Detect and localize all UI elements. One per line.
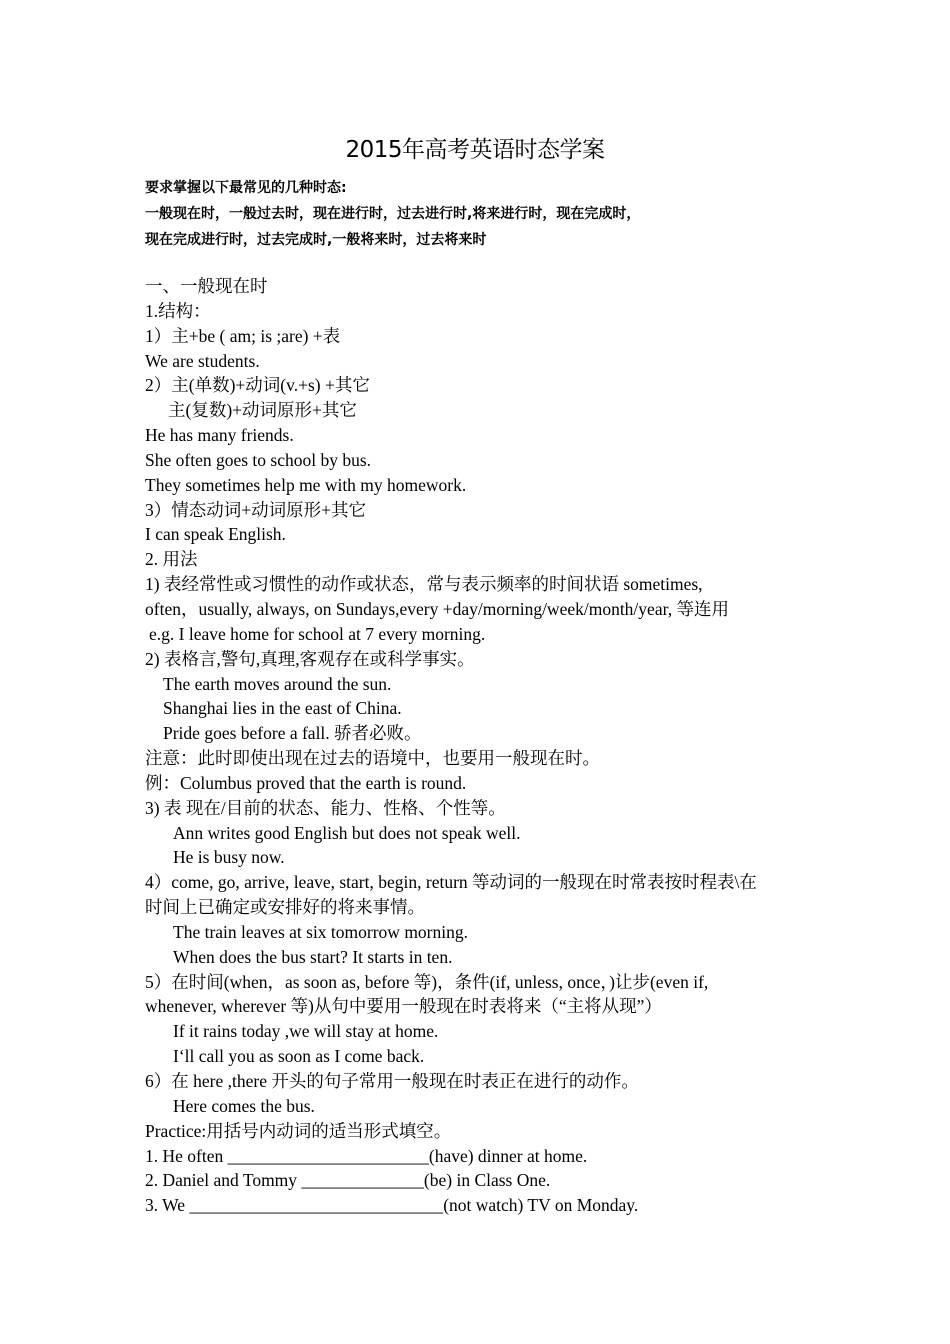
- structure-rule-2a: 2）主(单数)+动词(v.+s) +其它: [145, 375, 370, 396]
- note: 注意：此时即使出现在过去的语境中，也要用一般现在时。: [145, 748, 600, 769]
- practice-heading: Practice:用括号内动词的适当形式填空。: [145, 1120, 452, 1141]
- structure-rule-2b: 主(复数)+动词原形+其它: [168, 400, 357, 421]
- example-sentence: He has many friends.: [145, 425, 294, 446]
- usage-3: 3) 表 现在/目前的状态、能力、性格、个性等。: [145, 797, 506, 818]
- example-sentence: We are students.: [145, 350, 260, 371]
- example-sentence: Pride goes before a fall. 骄者必败。: [163, 723, 422, 744]
- example-sentence: I‘ll call you as soon as I come back.: [173, 1046, 425, 1067]
- structure-heading: 1.结构：: [145, 300, 211, 321]
- example-sentence: He is busy now.: [173, 847, 285, 868]
- example-sentence: Here comes the bus.: [173, 1095, 315, 1116]
- example-sentence: Ann writes good English but does not speak well.: [173, 822, 521, 843]
- usage-6: 6）在 here ,there 开头的句子常用一般现在时表正在进行的动作。: [145, 1071, 639, 1091]
- example-sentence: The earth moves around the sun.: [163, 673, 392, 694]
- usage-1-line-2: often，usually, always, on Sundays,every +day/morning/week/month/year, 等连用: [145, 598, 729, 619]
- example-sentence: If it rains today ,we will stay at home.: [173, 1021, 439, 1042]
- note-example: 例：Columbus proved that the earth is round.: [145, 772, 467, 793]
- practice-item-3: 3. We _____________________________(not watch) TV on Monday.: [145, 1195, 639, 1216]
- usage-5-line-1: 5）在时间(when，as soon as, before 等)，条件(if, unless, once，)让步(even if,: [145, 971, 709, 992]
- example-sentence: They sometimes help me with my homework.: [145, 474, 467, 495]
- section-present-simple: [145, 274, 825, 1218]
- structure-rule-3: 3）情态动词+动词原形+其它: [145, 499, 366, 520]
- example-sentence: Shanghai lies in the east of China.: [163, 698, 402, 719]
- practice-item-2: 2. Daniel and Tommy ______________(be) in Class One.: [145, 1170, 551, 1191]
- requirement-heading: 要求掌握以下最常见的几种时态:: [145, 180, 347, 196]
- section-heading: 一、一般现在时: [145, 276, 268, 296]
- example-sentence: I can speak English.: [145, 524, 286, 545]
- usage-4-line-1: 4）come, go, arrive, leave, start, begin, return 等动词的一般现在时常表按时程表\在: [145, 872, 757, 893]
- document-title: 2015年高考英语时态学案: [345, 137, 605, 163]
- example-sentence: She often goes to school by bus.: [145, 449, 372, 470]
- usage-2: 2) 表格言,警句,真理,客观存在或科学事实。: [145, 648, 475, 669]
- requirement-line-1: 一般现在时，一般过去时，现在进行时，过去进行时,将来进行时，现在完成时，: [145, 206, 641, 222]
- usage-4-line-2: 时间上已确定或安排好的将来事情。: [145, 897, 425, 918]
- structure-rule-1: 1）主+be ( am; is ;are) +表: [145, 325, 341, 346]
- usage-heading: 2. 用法: [145, 549, 198, 570]
- usage-5-line-2: whenever, wherever 等)从句中要用一般现在时表将来（“主将从现”）: [145, 996, 662, 1017]
- practice-item-1: 1. He often _______________________(have) dinner at home.: [145, 1145, 588, 1166]
- example-sentence: e.g. I leave home for school at 7 every morning.: [149, 623, 486, 644]
- requirement-line-2: 现在完成进行时，过去完成时,一般将来时，过去将来时: [145, 232, 487, 248]
- example-sentence: When does the bus start? It starts in ten.: [173, 946, 453, 967]
- usage-1-line-1: 1) 表经常性或习惯性的动作或状态，常与表示频率的时间状语 sometimes,: [145, 574, 703, 595]
- example-sentence: The train leaves at six tomorrow morning.: [173, 921, 468, 942]
